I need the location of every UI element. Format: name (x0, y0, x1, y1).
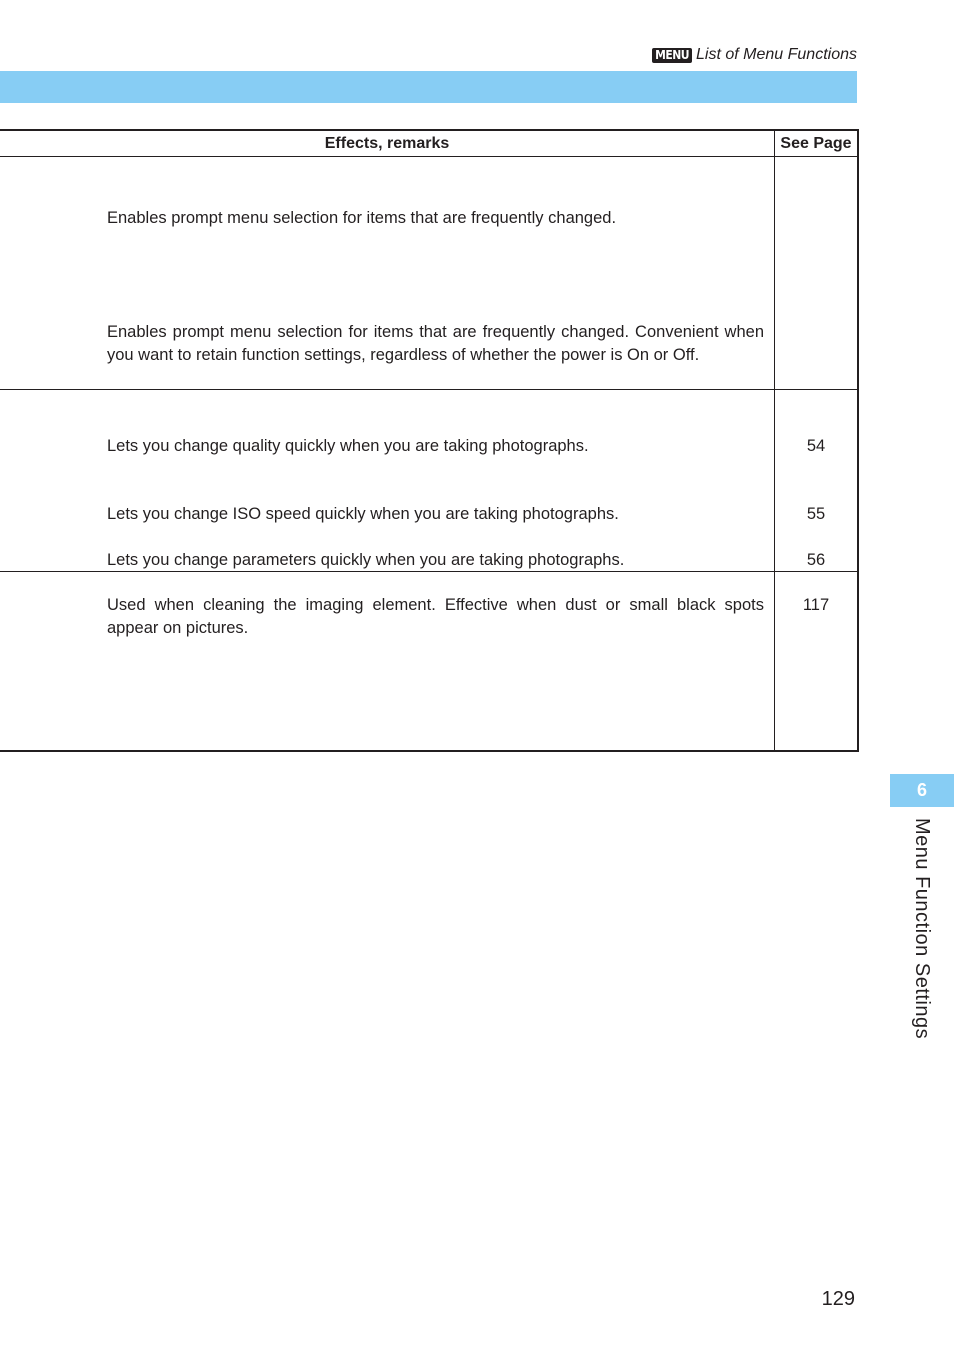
page-ref: 55 (806, 505, 826, 523)
section-band (0, 71, 857, 103)
header-title: List of Menu Functions (696, 46, 857, 63)
group-divider (0, 389, 857, 390)
table-row: Used when cleaning the imaging element. Effective when dust or small black spots appear on pictures. (107, 596, 764, 637)
table-row: Lets you change ISO speed quickly when you are taking photographs. (107, 505, 619, 523)
table-row: Lets you change parameters quickly when you are taking photographs. (107, 551, 625, 569)
page-ref: 117 (802, 596, 830, 614)
page-ref: 56 (806, 551, 826, 569)
group-divider (0, 571, 857, 572)
column-header-see-page: See Page (780, 135, 852, 152)
page-number: 129 (821, 1288, 855, 1310)
header-divider (0, 156, 857, 157)
menu-icon: MENU (652, 48, 692, 63)
chapter-tab: 6 (890, 774, 954, 807)
column-header-effects: Effects, remarks (324, 135, 450, 152)
running-header (652, 44, 857, 66)
menu-functions-table (0, 129, 859, 752)
table-row: Lets you change quality quickly when you are taking photographs. (107, 437, 589, 455)
table-row: Enables prompt menu selection for items that are frequently changed. (107, 209, 617, 227)
table-row: Enables prompt menu selection for items that are frequently changed. Convenient when you want to retain function settings, regardless of whether the power is On or Off. (107, 323, 764, 364)
page-ref: 54 (806, 437, 826, 455)
chapter-title: Menu Function Settings (911, 818, 933, 1040)
